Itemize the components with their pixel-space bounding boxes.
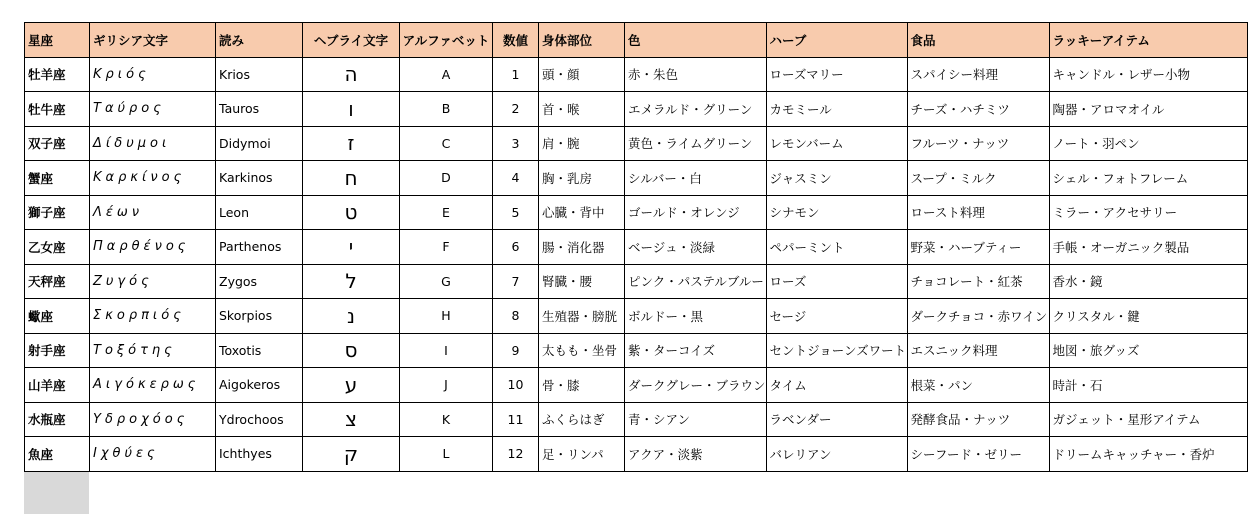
cell-sign[interactable]: 双子座 (25, 126, 90, 161)
cell-value[interactable]: 5 (493, 195, 539, 230)
table-row (25, 264, 1248, 299)
cell-food[interactable]: 発酵食品・ナッツ (907, 402, 1049, 437)
cell-body[interactable]: 骨・膝 (539, 368, 625, 403)
cell-sign[interactable]: 蠍座 (25, 299, 90, 334)
cell-color[interactable]: ボルドー・黒 (625, 299, 767, 334)
cell-value[interactable]: 12 (493, 437, 539, 472)
header-row (25, 23, 1248, 58)
cell-herb[interactable]: セントジョーンズワート (766, 333, 907, 368)
cell-herb[interactable]: セージ (766, 299, 907, 334)
cell-lucky[interactable]: ドリームキャッチャー・香炉 (1049, 437, 1247, 472)
cell-color[interactable]: 青・シアン (625, 402, 767, 437)
cell-hebrew[interactable]: ו (303, 92, 400, 127)
cell-reading[interactable]: Parthenos (216, 230, 303, 265)
column-header[interactable]: ラッキーアイテム (1049, 23, 1247, 58)
cell-hebrew[interactable]: ט (303, 195, 400, 230)
column-header[interactable]: アルファベット (400, 23, 493, 58)
cell-herb[interactable]: カモミール (766, 92, 907, 127)
cell-hebrew[interactable]: ח (303, 161, 400, 196)
cell-hebrew[interactable]: ז (303, 126, 400, 161)
zodiac-table (24, 22, 1248, 472)
cell-food[interactable]: ロースト料理 (907, 195, 1049, 230)
cell-lucky[interactable]: 陶器・アロマオイル (1049, 92, 1247, 127)
cell-sign[interactable]: 山羊座 (25, 368, 90, 403)
cell-hebrew[interactable]: צ (303, 402, 400, 437)
cell-body[interactable]: 生殖器・膀胱 (539, 299, 625, 334)
cell-lucky[interactable]: キャンドル・レザー小物 (1049, 57, 1247, 92)
column-header[interactable]: 星座 (25, 23, 90, 58)
cell-greek[interactable]: Ιχθύες (90, 437, 216, 472)
cell-lucky[interactable]: ノート・羽ペン (1049, 126, 1247, 161)
table-row (25, 402, 1248, 437)
cell-lucky[interactable]: 香水・鏡 (1049, 264, 1247, 299)
cell-lucky[interactable]: 手帳・オーガニック製品 (1049, 230, 1247, 265)
table-row (25, 299, 1248, 334)
cell-greek[interactable]: Ταύρος (90, 92, 216, 127)
cell-lucky[interactable]: 地図・旅グッズ (1049, 333, 1247, 368)
cell-food[interactable]: スパイシー料理 (907, 57, 1049, 92)
table-row (25, 368, 1248, 403)
cell-herb[interactable]: レモンバーム (766, 126, 907, 161)
cell-alphabet[interactable]: C (400, 126, 493, 161)
table-row (25, 161, 1248, 196)
cell-body[interactable]: 太もも・坐骨 (539, 333, 625, 368)
cell-color[interactable]: ダークグレー・ブラウン (625, 368, 767, 403)
cell-body[interactable]: ふくらはぎ (539, 402, 625, 437)
cell-greek[interactable]: Κριός (90, 57, 216, 92)
cell-value[interactable]: 11 (493, 402, 539, 437)
cell-body[interactable]: 首・喉 (539, 92, 625, 127)
table-row (25, 333, 1248, 368)
cell-value[interactable]: 9 (493, 333, 539, 368)
cell-color[interactable]: 赤・朱色 (625, 57, 767, 92)
cell-lucky[interactable]: 時計・石 (1049, 368, 1247, 403)
cell-food[interactable]: エスニック料理 (907, 333, 1049, 368)
cell-reading[interactable]: Didymoi (216, 126, 303, 161)
cell-lucky[interactable]: クリスタル・鍵 (1049, 299, 1247, 334)
cell-food[interactable]: ダークチョコ・赤ワイン (907, 299, 1049, 334)
cell-sign[interactable]: 牡牛座 (25, 92, 90, 127)
cell-reading[interactable]: Zygos (216, 264, 303, 299)
cell-alphabet[interactable]: I (400, 333, 493, 368)
cell-reading[interactable]: Leon (216, 195, 303, 230)
cell-hebrew[interactable]: נ (303, 299, 400, 334)
cell-alphabet[interactable]: K (400, 402, 493, 437)
cell-herb[interactable]: ローズ (766, 264, 907, 299)
cell-color[interactable]: ゴールド・オレンジ (625, 195, 767, 230)
table-row (25, 126, 1248, 161)
cell-food[interactable]: シーフード・ゼリー (907, 437, 1049, 472)
cell-herb[interactable]: ペパーミント (766, 230, 907, 265)
cell-color[interactable]: ベージュ・淡緑 (625, 230, 767, 265)
table-body (25, 57, 1248, 471)
cell-value[interactable]: 1 (493, 57, 539, 92)
cell-herb[interactable]: シナモン (766, 195, 907, 230)
cell-color[interactable]: シルバー・白 (625, 161, 767, 196)
cell-hebrew[interactable]: ע (303, 368, 400, 403)
cell-reading[interactable]: Tauros (216, 92, 303, 127)
cell-value[interactable]: 10 (493, 368, 539, 403)
column-header[interactable]: ヘブライ文字 (303, 23, 400, 58)
table-row (25, 230, 1248, 265)
table-row (25, 195, 1248, 230)
cell-food[interactable]: 野菜・ハーブティー (907, 230, 1049, 265)
cell-alphabet[interactable]: H (400, 299, 493, 334)
cell-sign[interactable]: 射手座 (25, 333, 90, 368)
cell-reading[interactable]: Aigokeros (216, 368, 303, 403)
cell-herb[interactable]: ラベンダー (766, 402, 907, 437)
cell-greek[interactable]: Δίδυμοι (90, 126, 216, 161)
cell-food[interactable]: フルーツ・ナッツ (907, 126, 1049, 161)
cell-herb[interactable]: バレリアン (766, 437, 907, 472)
cell-herb[interactable]: ジャスミン (766, 161, 907, 196)
column-header[interactable]: ギリシア文字 (90, 23, 216, 58)
cell-hebrew[interactable]: ק (303, 437, 400, 472)
row-header-gutter (24, 472, 89, 514)
cell-sign[interactable]: 牡羊座 (25, 57, 90, 92)
cell-sign[interactable]: 乙女座 (25, 230, 90, 265)
cell-greek[interactable]: Καρκίνος (90, 161, 216, 196)
cell-alphabet[interactable]: E (400, 195, 493, 230)
cell-body[interactable]: 頭・顔 (539, 57, 625, 92)
column-header[interactable]: 色 (625, 23, 767, 58)
cell-lucky[interactable]: ミラー・アクセサリー (1049, 195, 1247, 230)
cell-color[interactable]: アクア・淡紫 (625, 437, 767, 472)
cell-reading[interactable]: Ydrochoos (216, 402, 303, 437)
cell-alphabet[interactable]: D (400, 161, 493, 196)
cell-color[interactable]: ピンク・パステルブルー (625, 264, 767, 299)
cell-hebrew[interactable]: ה (303, 57, 400, 92)
cell-alphabet[interactable]: A (400, 57, 493, 92)
cell-value[interactable]: 8 (493, 299, 539, 334)
cell-body[interactable]: 心臓・背中 (539, 195, 625, 230)
cell-alphabet[interactable]: G (400, 264, 493, 299)
cell-hebrew[interactable]: ל (303, 264, 400, 299)
cell-value[interactable]: 3 (493, 126, 539, 161)
cell-lucky[interactable]: ガジェット・星形アイテム (1049, 402, 1247, 437)
cell-hebrew[interactable]: י (303, 230, 400, 265)
cell-body[interactable]: 足・リンパ (539, 437, 625, 472)
column-header[interactable]: 身体部位 (539, 23, 625, 58)
cell-greek[interactable]: Υδροχόος (90, 402, 216, 437)
cell-greek[interactable]: Λέων (90, 195, 216, 230)
cell-value[interactable]: 6 (493, 230, 539, 265)
cell-greek[interactable]: Αιγόκερως (90, 368, 216, 403)
cell-sign[interactable]: 天秤座 (25, 264, 90, 299)
column-header[interactable]: 読み (216, 23, 303, 58)
cell-alphabet[interactable]: L (400, 437, 493, 472)
cell-body[interactable]: 肩・腕 (539, 126, 625, 161)
cell-color[interactable]: 紫・ターコイズ (625, 333, 767, 368)
cell-reading[interactable]: Krios (216, 57, 303, 92)
cell-color[interactable]: エメラルド・グリーン (625, 92, 767, 127)
column-header[interactable]: ハーブ (766, 23, 907, 58)
cell-body[interactable]: 腎臓・腰 (539, 264, 625, 299)
cell-herb[interactable]: ローズマリー (766, 57, 907, 92)
cell-greek[interactable]: Παρθένος (90, 230, 216, 265)
cell-food[interactable]: スープ・ミルク (907, 161, 1049, 196)
cell-body[interactable]: 腸・消化器 (539, 230, 625, 265)
cell-sign[interactable]: 水瓶座 (25, 402, 90, 437)
cell-sign[interactable]: 蟹座 (25, 161, 90, 196)
column-header[interactable]: 数値 (493, 23, 539, 58)
cell-hebrew[interactable]: ס (303, 333, 400, 368)
cell-herb[interactable]: タイム (766, 368, 907, 403)
cell-value[interactable]: 2 (493, 92, 539, 127)
cell-lucky[interactable]: シェル・フォトフレーム (1049, 161, 1247, 196)
cell-alphabet[interactable]: B (400, 92, 493, 127)
table-row (25, 57, 1248, 92)
cell-food[interactable]: 根菜・パン (907, 368, 1049, 403)
cell-food[interactable]: チーズ・ハチミツ (907, 92, 1049, 127)
cell-sign[interactable]: 獅子座 (25, 195, 90, 230)
cell-reading[interactable]: Skorpios (216, 299, 303, 334)
table-row (25, 92, 1248, 127)
cell-greek[interactable]: Τοξότης (90, 333, 216, 368)
cell-greek[interactable]: Ζυγός (90, 264, 216, 299)
cell-sign[interactable]: 魚座 (25, 437, 90, 472)
cell-greek[interactable]: Σκορπιός (90, 299, 216, 334)
cell-food[interactable]: チョコレート・紅茶 (907, 264, 1049, 299)
column-header[interactable]: 食品 (907, 23, 1049, 58)
cell-value[interactable]: 4 (493, 161, 539, 196)
cell-value[interactable]: 7 (493, 264, 539, 299)
cell-body[interactable]: 胸・乳房 (539, 161, 625, 196)
table-row (25, 437, 1248, 472)
cell-alphabet[interactable]: F (400, 230, 493, 265)
cell-reading[interactable]: Karkinos (216, 161, 303, 196)
cell-reading[interactable]: Toxotis (216, 333, 303, 368)
cell-color[interactable]: 黄色・ライムグリーン (625, 126, 767, 161)
cell-reading[interactable]: Ichthyes (216, 437, 303, 472)
cell-alphabet[interactable]: J (400, 368, 493, 403)
